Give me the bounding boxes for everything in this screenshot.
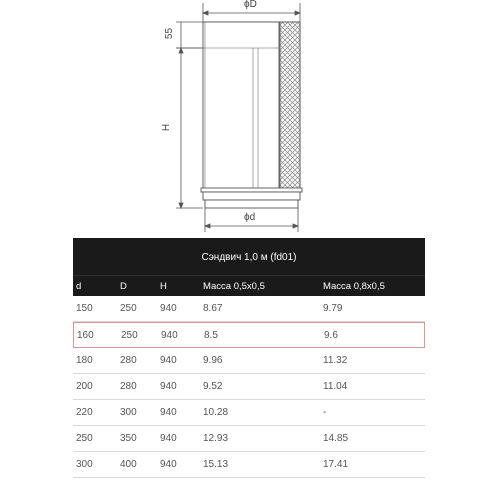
cell-H: 940	[160, 303, 177, 314]
pipe-body	[201, 22, 302, 208]
cell-d: 220	[76, 407, 93, 418]
cell-mass-05: 9.52	[203, 381, 223, 392]
cell-H: 940	[160, 407, 177, 418]
cell-D: 280	[120, 355, 137, 366]
cell-mass-05: 8.67	[203, 303, 223, 314]
specifications-table	[73, 238, 425, 500]
column-header-d: d	[76, 280, 82, 292]
table-row	[73, 426, 425, 452]
pipe-technical-drawing	[0, 0, 500, 236]
cell-d: 250	[76, 433, 93, 444]
table-row	[73, 452, 425, 478]
cell-d: 150	[76, 303, 93, 314]
cell-mass-08: 11.04	[323, 381, 348, 392]
cell-mass-05: 10.28	[203, 407, 229, 418]
cell-mass-05: 15.13	[203, 459, 229, 470]
table-row	[73, 348, 425, 374]
cell-H: 940	[160, 459, 177, 470]
cell-D: 300	[120, 407, 137, 418]
table-row	[73, 400, 425, 426]
socket-length-label: 55	[164, 27, 176, 40]
cell-mass-08: 9.6	[324, 329, 338, 341]
column-header-mass-05: Масса 0,5x0,5	[203, 280, 265, 292]
table-row	[73, 322, 425, 348]
cell-H: 940	[160, 433, 177, 444]
cell-D: 250	[121, 329, 138, 341]
cell-mass-05: 8.5	[204, 329, 218, 341]
table-title: Сэндвич 1,0 м (fd01)	[73, 238, 425, 275]
cell-mass-08: 17.41	[323, 459, 349, 470]
cell-mass-08: -	[323, 407, 327, 418]
column-header-mass-08: Масса 0,8x0,5	[323, 280, 385, 292]
cell-mass-08: 11.32	[323, 355, 348, 366]
table-header-row	[73, 275, 425, 296]
cell-D: 350	[120, 433, 137, 444]
cell-d: 200	[76, 381, 93, 392]
cell-mass-05: 9.96	[203, 355, 223, 366]
height-dimension	[176, 48, 203, 208]
cell-d: 300	[76, 459, 93, 470]
column-header-D: D	[120, 280, 127, 292]
cell-D: 250	[120, 303, 137, 314]
cell-d: 160	[77, 329, 94, 341]
column-header-H: H	[160, 280, 167, 292]
cell-D: 400	[120, 459, 137, 470]
cell-H: 940	[160, 381, 177, 392]
table-row	[73, 296, 425, 322]
cell-mass-08: 9.79	[323, 303, 343, 314]
cell-d: 180	[76, 355, 93, 366]
cell-H: 940	[160, 355, 177, 366]
pipe-drawing-svg	[0, 0, 500, 236]
cell-mass-05: 12.93	[203, 433, 229, 444]
height-label: H	[161, 123, 173, 132]
cell-D: 280	[120, 381, 137, 392]
socket-length-dimension	[176, 22, 207, 48]
table-row	[73, 374, 425, 400]
table-body	[73, 296, 425, 478]
cell-H: 940	[161, 329, 178, 341]
cell-mass-08: 14.85	[323, 433, 349, 444]
outer-diameter-label: ϕD	[244, 0, 257, 10]
inner-diameter-label: ϕd	[244, 212, 256, 223]
